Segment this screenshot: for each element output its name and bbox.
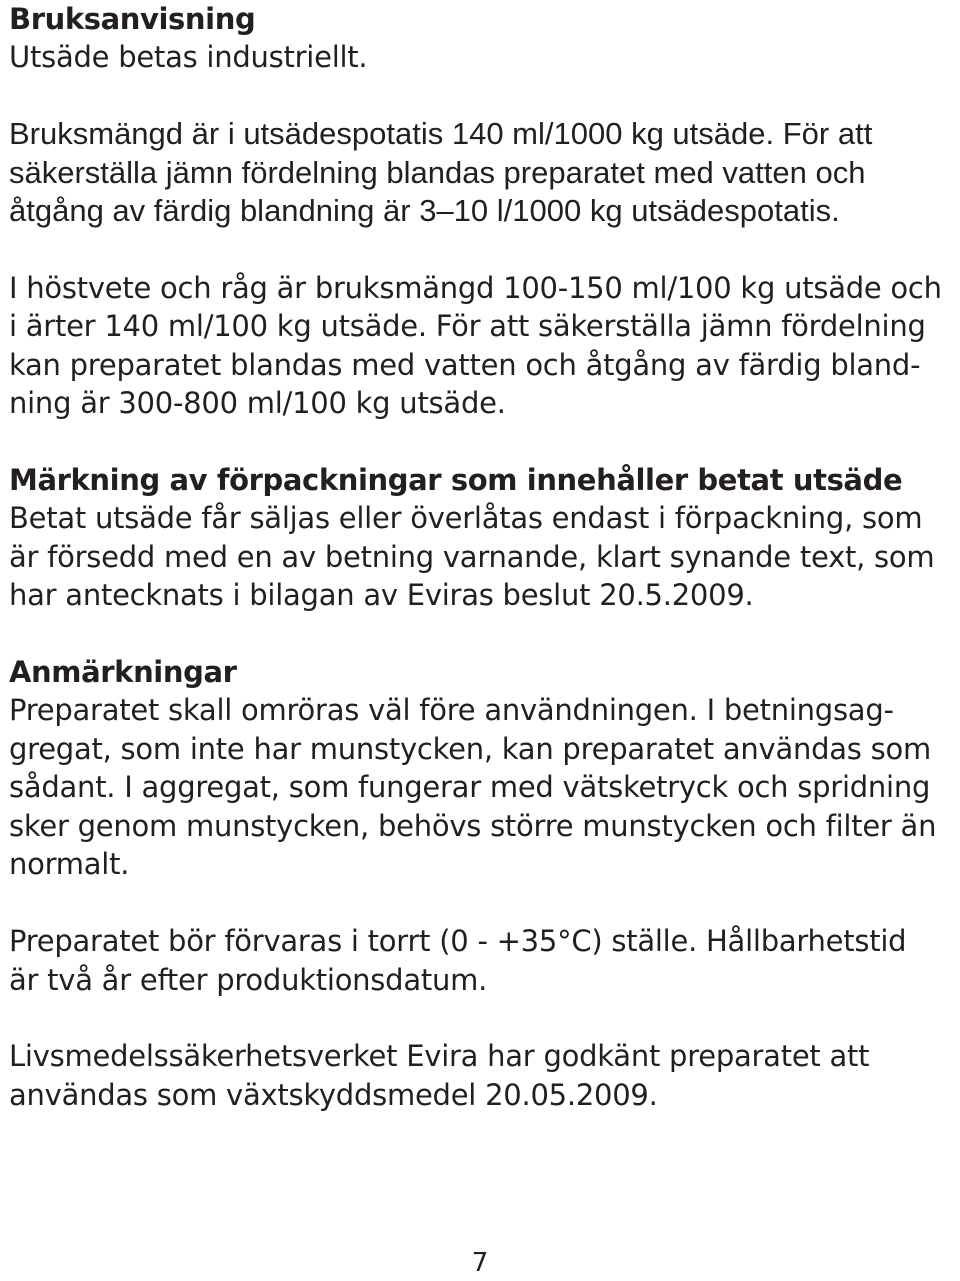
text-line: gregat, som inte har munstycken, kan preparatet användas som <box>9 732 931 766</box>
text-line: Livsmedelssäkerhetsverket Evira har godkänt preparatet att <box>9 1039 870 1073</box>
text-line: Bruksmängd är i utsädespotatis 140 ml/1000 kg utsäde. För att <box>9 116 873 151</box>
text-line: Utsäde betas industriellt. <box>9 40 368 74</box>
text-line: sådant. I aggregat, som fungerar med vätsketryck och spridning <box>9 770 931 804</box>
text-line: säkerställa jämn fördelning blandas preparatet med vatten och <box>9 155 866 190</box>
text-line: normalt. <box>9 847 130 881</box>
text-line: sker genom munstycken, behövs större munstycken och filter än <box>9 809 937 843</box>
text-line: Preparatet skall omröras väl före användningen. I betningsag- <box>9 693 894 727</box>
heading-bruksanvisning: Bruksanvisning <box>9 2 256 36</box>
text-line: ning är 300-800 ml/100 kg utsäde. <box>9 386 506 420</box>
page-number: 7 <box>471 1248 489 1278</box>
heading-markning: Märkning av förpackningar som innehåller betat utsäde <box>9 463 903 497</box>
text-line: i ärter 140 ml/100 kg utsäde. För att säkerställa jämn fördelning <box>9 309 926 343</box>
heading-anmarkningar: Anmärkningar <box>9 655 237 689</box>
text-line: Preparatet bör förvaras i torrt (0 - +35°C) ställe. Hållbarhetstid <box>9 924 907 958</box>
text-line: användas som växtskyddsmedel 20.05.2009. <box>9 1078 658 1112</box>
text-line: är två år efter produktionsdatum. <box>9 963 488 997</box>
text-line: I höstvete och råg är bruksmängd 100-150 ml/100 kg utsäde och <box>9 271 942 305</box>
text-line: åtgång av färdig blandning är 3–10 l/1000 kg utsädespotatis. <box>9 193 840 228</box>
text-line: är försedd med en av betning varnande, klart synande text, som <box>9 540 935 574</box>
text-line: kan preparatet blandas med vatten och åtgång av färdig bland- <box>9 348 921 382</box>
text-line: Betat utsäde får säljas eller överlåtas endast i förpackning, som <box>9 501 923 535</box>
text-line: har antecknats i bilagan av Eviras beslut 20.5.2009. <box>9 578 754 612</box>
